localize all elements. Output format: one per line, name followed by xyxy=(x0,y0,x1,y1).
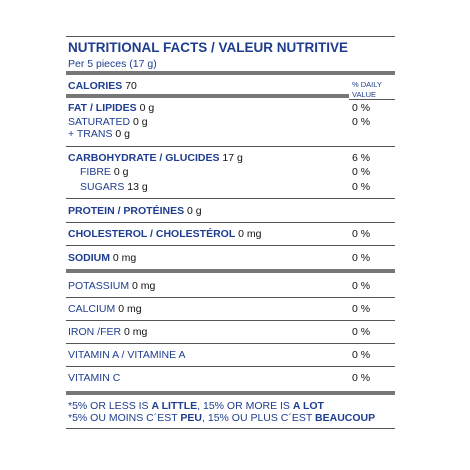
footnote-en-mid: , 15% OR MORE IS xyxy=(197,400,293,412)
footnote-fr-beaucoup: BEAUCOUP xyxy=(315,412,376,424)
bottom-rule xyxy=(66,428,395,429)
iron-value: 0 mg xyxy=(124,326,148,338)
footnote-fr-mid: , 15% OU PLUS C´EST xyxy=(202,412,316,424)
trans-label: + TRANS xyxy=(68,128,113,140)
rule-after-sodium xyxy=(66,269,395,273)
saturated-row xyxy=(68,116,148,128)
rule-after-protein xyxy=(66,222,395,223)
footnote-french xyxy=(68,412,375,424)
trans-value: 0 g xyxy=(115,128,130,140)
sugars-pct: 0 % xyxy=(352,181,371,193)
calories-value: 70 xyxy=(125,80,137,92)
cholesterol-value: 0 mg xyxy=(238,228,262,240)
rule-after-cholesterol xyxy=(66,245,395,246)
rule-after-calories xyxy=(66,94,349,98)
fat-value: 0 g xyxy=(139,102,155,114)
rule-after-calories-pct xyxy=(349,99,395,100)
cholesterol-label: CHOLESTEROL / CHOLESTÉROL xyxy=(68,228,236,240)
daily-value-header-2: VALUE xyxy=(352,90,377,99)
calories-row xyxy=(68,80,137,92)
vitamin-c-pct: 0 % xyxy=(352,372,371,384)
calcium-label: CALCIUM xyxy=(68,303,116,315)
saturated-value: 0 g xyxy=(132,116,148,128)
protein-row xyxy=(68,205,202,217)
daily-value-header-1: % DAILY xyxy=(352,80,382,89)
sodium-pct: 0 % xyxy=(352,252,371,264)
vitamin-a-pct: 0 % xyxy=(352,349,371,361)
cholesterol-row xyxy=(68,228,262,240)
footnote-fr-peu: PEU xyxy=(180,412,203,424)
carbohydrate-row xyxy=(68,152,243,164)
rule-after-iron xyxy=(66,343,395,344)
saturated-label: SATURATED xyxy=(68,116,131,128)
vitamin-c-label: VITAMIN C xyxy=(68,372,121,384)
rule-after-fat xyxy=(66,146,395,147)
sugars-row xyxy=(80,181,148,193)
fat-label: FAT / LIPIDES xyxy=(68,102,137,114)
top-rule xyxy=(66,36,395,37)
iron-row xyxy=(68,326,147,338)
iron-pct: 0 % xyxy=(352,326,371,338)
fibre-pct: 0 % xyxy=(352,166,371,178)
sodium-label: SODIUM xyxy=(68,252,110,264)
sodium-value: 0 mg xyxy=(112,252,137,264)
rule-before-footnote xyxy=(66,391,395,395)
sugars-value: 13 g xyxy=(127,181,148,193)
rule-after-serving xyxy=(66,71,395,75)
potassium-value: 0 mg xyxy=(131,280,156,292)
label-title: NUTRITIONAL FACTS / VALEUR NUTRITIVE xyxy=(68,40,348,55)
fibre-label: FIBRE xyxy=(80,166,111,178)
carbohydrate-label: CARBOHYDRATE / GLUCIDES xyxy=(68,152,220,164)
footnote-english xyxy=(68,400,324,412)
sodium-row xyxy=(68,252,136,264)
cholesterol-pct: 0 % xyxy=(352,228,371,240)
calcium-pct: 0 % xyxy=(352,303,371,315)
protein-value: 0 g xyxy=(187,205,202,217)
fibre-value: 0 g xyxy=(113,166,129,178)
iron-label: IRON /FER xyxy=(68,326,122,338)
potassium-pct: 0 % xyxy=(352,280,371,292)
carbohydrate-pct: 6 % xyxy=(352,152,371,164)
rule-after-vitamin-a xyxy=(66,366,395,367)
carbohydrate-value: 17 g xyxy=(222,152,243,164)
rule-after-potassium xyxy=(66,297,395,298)
trans-row xyxy=(68,128,130,140)
rule-after-calcium xyxy=(66,320,395,321)
fat-row xyxy=(68,102,154,114)
potassium-row xyxy=(68,280,155,292)
potassium-label: POTASSIUM xyxy=(68,280,130,292)
footnote-en-prefix: *5% OR LESS IS xyxy=(68,400,152,412)
footnote-en-little: A LITTLE xyxy=(151,400,198,412)
vitamin-a-label: VITAMIN A / VITAMINE A xyxy=(68,349,186,361)
rule-after-carbohydrate xyxy=(66,198,395,199)
saturated-pct: 0 % xyxy=(352,116,371,128)
protein-label: PROTEIN / PROTÉINES xyxy=(68,205,185,217)
fat-pct: 0 % xyxy=(352,102,371,114)
calcium-row xyxy=(68,303,142,315)
sugars-label: SUGARS xyxy=(80,181,125,193)
footnote-en-lot: A LOT xyxy=(292,400,324,412)
calcium-value: 0 mg xyxy=(118,303,142,315)
fibre-row xyxy=(80,166,128,178)
footnote-fr-prefix: *5% OU MOINS C´EST xyxy=(68,412,181,424)
serving-size: Per 5 pieces (17 g) xyxy=(68,58,157,70)
calories-label: CALORIES xyxy=(68,80,123,92)
